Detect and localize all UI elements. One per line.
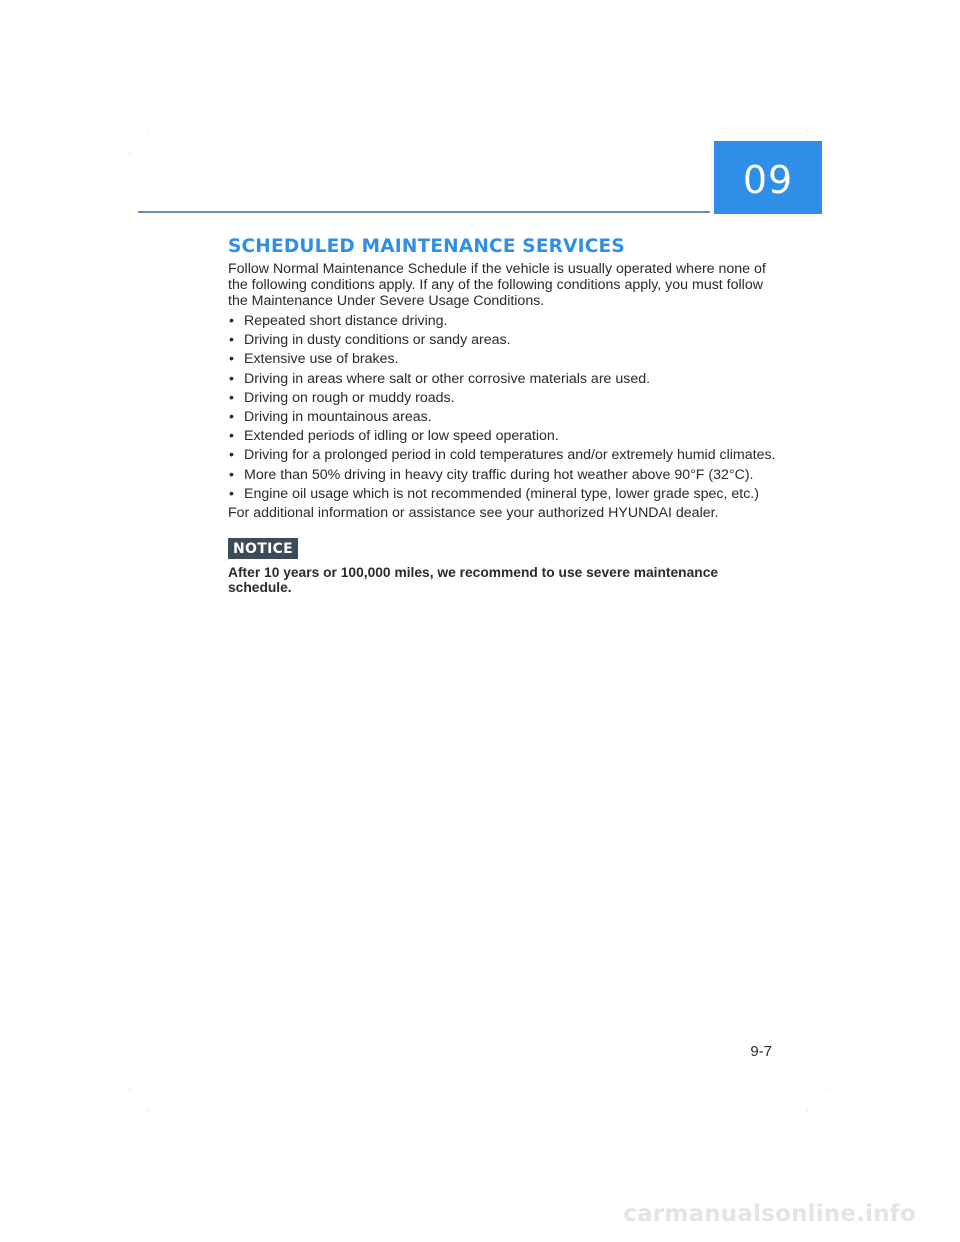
list-item-text: Repeated short distance driving. [244,313,448,329]
list-item-text: More than 50% driving in heavy city traffic during hot weather above 90°F (32°C). [244,466,754,483]
list-item [228,371,776,387]
list-item-text: Driving for a prolonged period in cold temperatures and/or extremely humid climates. [244,447,776,464]
list-item [228,428,776,444]
bullet-icon: • [229,370,234,387]
page-number: 9-7 [750,1043,772,1060]
section-title: SCHEDULED MAINTENANCE SERVICES [228,236,625,257]
list-item-text: Driving in mountainous areas. [244,408,432,425]
closing-paragraph: For additional information or assistance see your authorized HYUNDAI dealer. [228,504,719,521]
list-item [228,313,776,329]
bullet-icon: • [229,485,234,502]
list-item-text: Extensive use of brakes. [244,351,399,368]
notice-text: After 10 years or 100,000 miles, we recommend to use severe maintenance schedule. [228,564,719,595]
bullet-icon: • [229,351,234,368]
list-item [228,409,776,425]
intro-paragraph: Follow Normal Maintenance Schedule if the vehicle is usually operated where none of the following conditions apply. If any of the following conditions apply, you must follow the Maintenance Under Severe Usage Conditions. [228,261,766,309]
crop-mark [829,153,830,154]
bullet-icon: • [229,447,234,464]
list-item-text: Driving in dusty conditions or sandy areas. [244,332,511,349]
crop-mark [148,1110,149,1111]
list-item [228,332,776,348]
list-item-text: Extended periods of idling or low speed operation. [244,428,559,445]
bullet-icon: • [229,389,234,406]
list-item-text: Driving in areas where salt or other corrosive materials are used. [244,370,651,387]
header-rule [138,211,710,213]
crop-mark [807,130,808,131]
bullet-icon: • [229,428,234,445]
crop-mark [829,1089,830,1090]
crop-mark [148,130,149,131]
list-item [228,486,776,502]
list-item [228,467,776,483]
conditions-list [228,313,776,502]
list-item-text: Driving on rough or muddy roads. [244,389,455,406]
bullet-icon: • [229,332,234,349]
list-item-text: Engine oil usage which is not recommended (mineral type, lower grade spec, etc.) [244,485,759,502]
main-content [228,236,776,595]
watermark: carmanualsonline.info [623,1201,916,1227]
chapter-tab [714,141,822,214]
bullet-icon: • [229,313,234,329]
notice-badge: NOTICE [228,538,298,559]
chapter-number: 09 [742,157,794,202]
list-item [228,351,776,367]
crop-mark [129,1089,130,1090]
crop-mark [129,153,130,154]
list-item [228,447,776,463]
list-item [228,390,776,406]
bullet-icon: • [229,408,234,425]
bullet-icon: • [229,466,234,483]
crop-mark [807,1110,808,1111]
